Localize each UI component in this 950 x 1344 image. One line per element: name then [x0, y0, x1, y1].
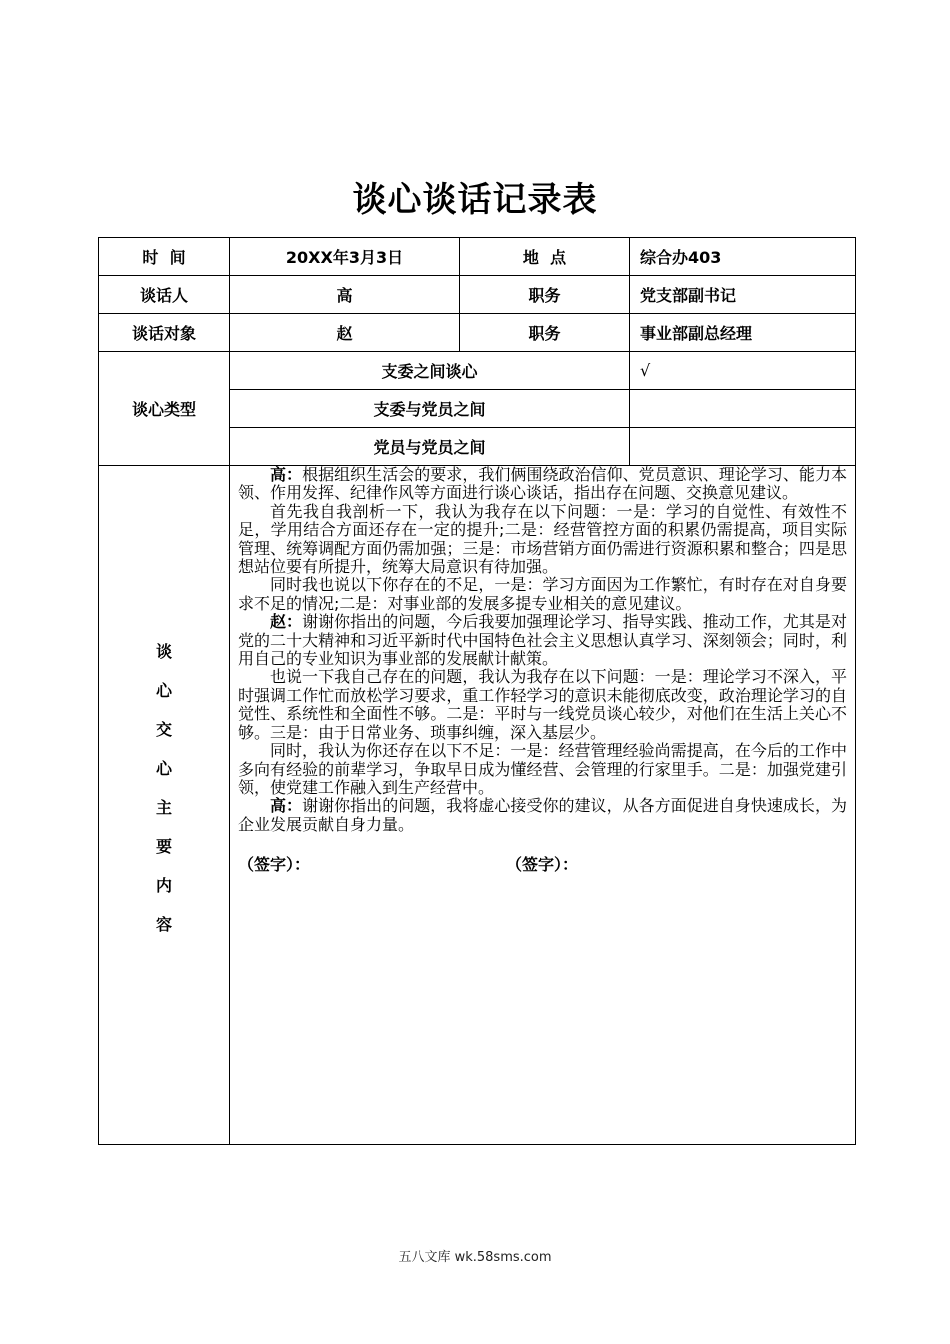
time-value: 20XX年3月3日 — [230, 238, 460, 276]
paragraph-text: 首先我自我剖析一下，我认为我存在以下问题：一是：学习的自觉性、有效性不足，学用结合方面还存在一定的提升;二是：经营管控方面的积累仍需提高，项目实际管理、统筹调配方面仍需加强；三是：市场营销方面仍需进行资源积累和整合；四是思想站位要有所提升，统筹大局意识有待加强。 — [238, 501, 847, 577]
target-value: 赵 — [230, 314, 460, 352]
content-row — [99, 466, 856, 1145]
content-label-chars — [99, 632, 229, 944]
content-label-char: 心 — [155, 681, 172, 700]
speaker-label: 谈话人 — [99, 276, 230, 314]
content-label-char: 容 — [155, 915, 172, 934]
time-label: 时 间 — [99, 238, 230, 276]
content-label-char: 谈 — [155, 642, 172, 661]
speaker-name: 赵： — [270, 612, 303, 632]
document-title: 谈心谈话记录表 — [352, 180, 598, 220]
speaker-name: 高： — [270, 796, 303, 816]
content-label-char: 心 — [155, 759, 172, 778]
talk-type-option: 支委之间谈心 — [230, 352, 630, 390]
footer-watermark: 五八文库 wk.58sms.com — [398, 1250, 552, 1265]
content-label-char: 交 — [155, 720, 172, 739]
content-paragraph — [238, 576, 847, 613]
content-label-char: 主 — [155, 798, 172, 817]
paragraph-text: 谢谢你指出的问题，今后我要加强理论学习、指导实践、推动工作，尤其是对党的二十大精神和习近平新时代中国特色社会主义思想认真学习、深刻领会；同时，利用自己的专业知识为事业部的发展献计献策。 — [238, 612, 847, 669]
speaker-role-value: 党支部副书记 — [630, 276, 856, 314]
paragraph-text: 同时，我认为你还存在以下不足：一是：经营管理经验尚需提高，在今后的工作中多向有经验的前辈学习，争取早日成为懂经营、会管理的行家里手。二是：加强党建引领，使党建工作融入到生产经营中。 — [238, 741, 847, 797]
content-paragraph — [238, 466, 847, 503]
content-paragraph — [238, 742, 847, 797]
talk-type-mark: √ — [630, 352, 856, 390]
content-paragraph — [238, 797, 847, 834]
row-target — [99, 314, 856, 352]
row-speaker — [99, 276, 856, 314]
paragraph-text: 谢谢你指出的问题，我将虚心接受你的建议，从各方面促进自身快速成长，为企业发展贡献自身力量。 — [238, 796, 847, 834]
speaker-name: 高： — [270, 465, 303, 484]
talk-type-option: 党员与党员之间 — [230, 428, 630, 466]
speaker-value: 高 — [230, 276, 460, 314]
signature-line — [238, 852, 847, 875]
talk-type-row-1 — [99, 352, 856, 390]
record-table — [98, 237, 856, 1145]
target-role-label: 职务 — [460, 314, 630, 352]
paragraph-text: 根据组织生活会的要求，我们俩围绕政治信仰、党员意识、理论学习、能力本领、作用发挥、纪律作风等方面进行谈心谈话，指出存在问题、交换意见建议。 — [238, 465, 847, 503]
talk-type-option: 支委与党员之间 — [230, 390, 630, 428]
signature-right[interactable]: （签字）： — [506, 855, 579, 875]
target-role-value: 事业部副总经理 — [630, 314, 856, 352]
content-label — [99, 466, 230, 1145]
content-paragraph — [238, 668, 847, 742]
talk-type-mark — [630, 390, 856, 428]
content-label-char: 内 — [155, 876, 172, 895]
talk-type-mark — [630, 428, 856, 466]
row-time-place — [99, 238, 856, 276]
content-label-char: 要 — [155, 837, 172, 856]
content-body — [230, 466, 856, 1145]
place-value: 综合办403 — [630, 238, 856, 276]
signature-left[interactable]: （签字）： — [238, 855, 311, 875]
content-paragraph — [238, 503, 847, 577]
target-label: 谈话对象 — [99, 314, 230, 352]
place-label: 地 点 — [460, 238, 630, 276]
talk-type-label: 谈心类型 — [99, 352, 230, 466]
paragraph-text: 也说一下我自己存在的问题，我认为我存在以下问题：一是：理论学习不深入，平时强调工作忙而放松学习要求，重工作轻学习的意识未能彻底改变，政治理论学习的自觉性、系统性和全面性不够。二是：平时与一线党员谈心较少，对他们在生活上关心不够。三是：由于日常业务、琐事纠缠，深入基层少。 — [238, 667, 847, 742]
speaker-role-label: 职务 — [460, 276, 630, 314]
content-paragraph — [238, 613, 847, 668]
paragraph-text: 同时我也说以下你存在的不足，一是：学习方面因为工作繁忙，有时存在对自身要求不足的情况;二是：对事业部的发展多提专业相关的意见建议。 — [238, 575, 847, 613]
